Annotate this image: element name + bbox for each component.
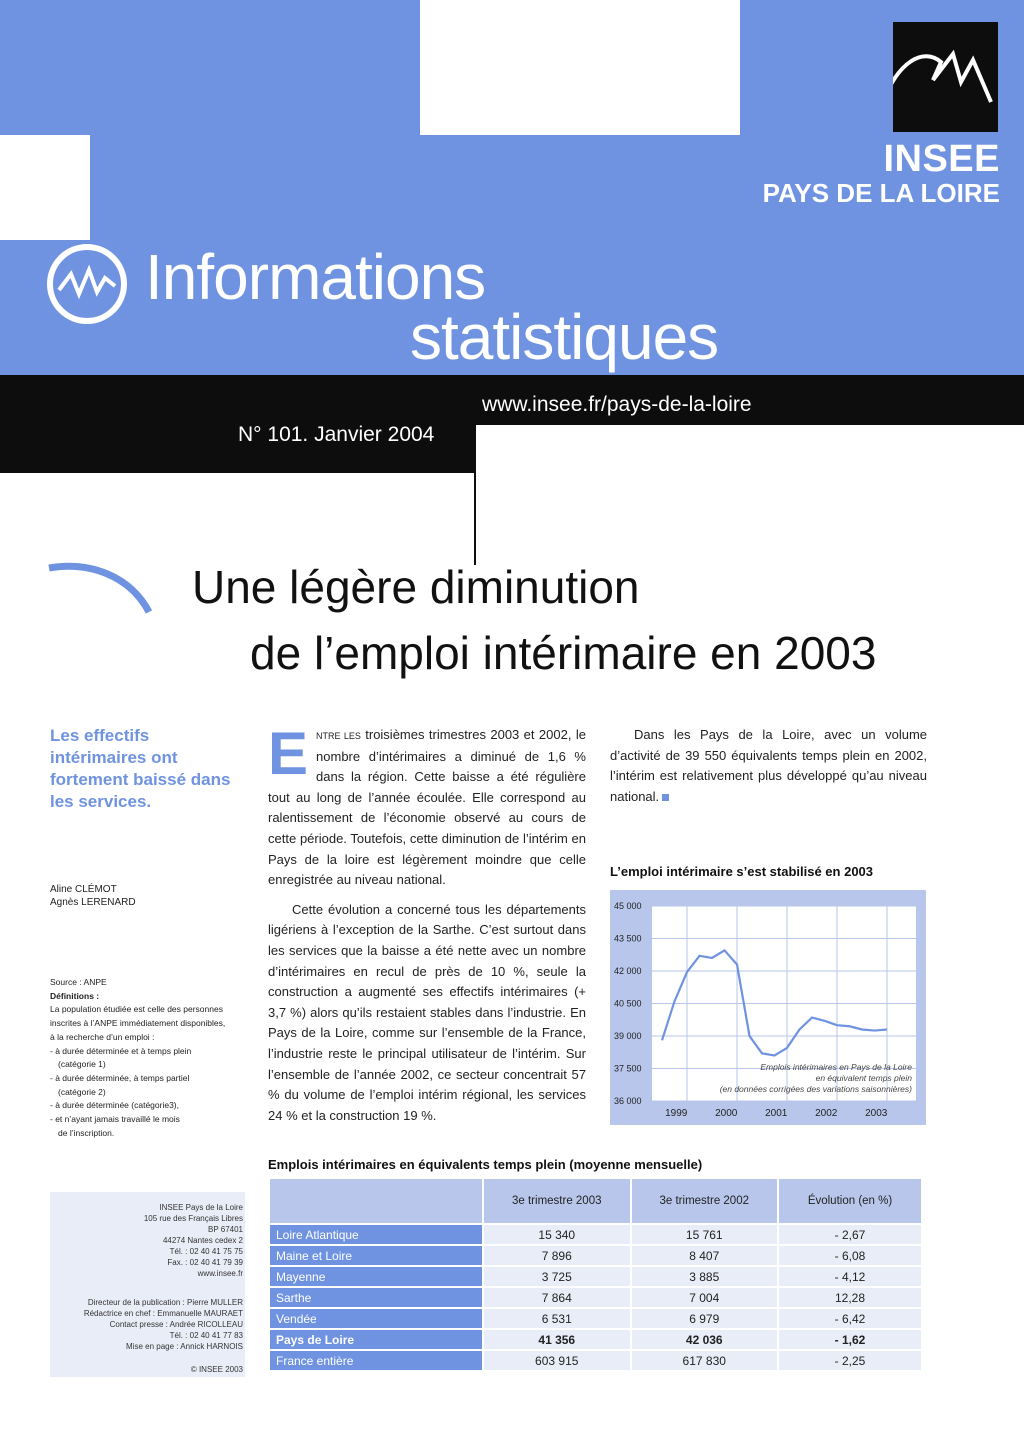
table-row <box>269 1224 922 1245</box>
cell-evolution: - 6,08 <box>778 1245 922 1266</box>
publication-title-line2: statistiques <box>410 301 719 373</box>
brand-region: PAYS DE LA LOIRE <box>762 178 1000 208</box>
cell-2002: 617 830 <box>631 1350 779 1371</box>
definition-line: La population étudiée est celle des personnes <box>50 1004 223 1015</box>
x-tick-label: 2001 <box>765 1108 788 1119</box>
arc-icon <box>45 556 160 626</box>
article-paragraph: Cette évolution a concerné tous les départements ligériens à l’exception de la Sarthe. C’est surtout dans les services que la baisse a été nette avec un nombre d’intérimaires en recul de près de 10 %, seule la construction a augmenté ses effectifs intérimaires (+ 3,7 %) alors qu’ils restaient stables dans l’industrie. En Pays de la Loire, comme sur l’ensemble de la France, l’industrie reste le principal utilisateur de l’intérim. Sur l’ensemble de l’année 2002, ce secteur concentrait 57 % du volume de l’emploi intérim régional, les services 24 % et la construction 19 %. <box>268 901 586 1123</box>
article-paragraph: Dans les Pays de la Loire, avec un volume d’activité de 39 550 équivalents temps plein en 2002, l’intérim est relativement plus développé qu’au niveau national. <box>610 727 927 804</box>
cell-evolution: - 2,25 <box>778 1350 922 1371</box>
headline-line2: de l’emploi intérimaire en 2003 <box>250 627 877 679</box>
cell-2003: 7 864 <box>483 1287 631 1308</box>
y-tick-label: 39 000 <box>614 1031 642 1041</box>
table-header: 3e trimestre 2002 <box>631 1178 779 1224</box>
row-name: Vendée <box>269 1308 483 1329</box>
cell-evolution: - 2,67 <box>778 1224 922 1245</box>
pulse-circle-icon <box>45 242 129 326</box>
x-tick-label: 1999 <box>665 1108 688 1119</box>
article-column-1 <box>268 720 586 1126</box>
cell-evolution: - 1,62 <box>778 1329 922 1350</box>
x-tick-label: 2002 <box>815 1108 838 1119</box>
definition-line: - et n’ayant jamais travaillé le mois <box>50 1114 180 1125</box>
issue-number: N° 101. Janvier 2004 <box>238 423 435 446</box>
table-row-total <box>269 1329 922 1350</box>
article-paragraph <box>268 720 586 891</box>
header-divider <box>474 425 476 565</box>
y-tick-label: 37 500 <box>614 1063 642 1074</box>
copyright: © INSEE 2003 <box>190 1365 243 1374</box>
definition-line: à la recherche d’un emploi : <box>50 1031 155 1042</box>
brand-name: INSEE <box>883 138 1000 180</box>
decorative-arc <box>45 556 160 626</box>
definitions-title: Définitions : <box>50 990 100 1001</box>
definition-line: (catégorie 2) <box>58 1086 106 1097</box>
cell-2002: 7 004 <box>631 1287 779 1308</box>
y-tick-label: 40 500 <box>614 998 642 1009</box>
credits-line: Contact presse : Andrée RICOLLEAU <box>109 1320 243 1329</box>
credits-line: Tél. : 02 40 41 77 83 <box>169 1331 243 1340</box>
cell-2002: 6 979 <box>631 1308 779 1329</box>
definition-line: de l’inscription. <box>58 1127 115 1138</box>
insee-logo-icon <box>893 22 998 132</box>
y-tick-label: 45 000 <box>614 901 642 911</box>
cell-2003: 41 356 <box>483 1329 631 1350</box>
article-column-2 <box>610 725 927 807</box>
definition-line: (catégorie 1) <box>58 1059 106 1070</box>
credits-line: Rédactrice en chef : Emmanuelle MAURAET <box>83 1309 243 1318</box>
definition-line: - à durée déterminée, à temps partiel <box>50 1072 190 1083</box>
y-tick-label: 42 000 <box>614 966 642 976</box>
row-name: France entière <box>269 1350 483 1371</box>
table-header: Évolution (en %) <box>778 1178 922 1224</box>
contact-box <box>50 1192 245 1377</box>
drop-cap: E <box>268 720 309 787</box>
cell-evolution: - 6,42 <box>778 1308 922 1329</box>
table-row <box>269 1266 922 1287</box>
contact-line: 105 rue des Français Libres <box>143 1214 243 1223</box>
source: Source : ANPE <box>50 977 107 987</box>
row-name: Loire Atlantique <box>269 1224 483 1245</box>
header-step <box>0 135 90 240</box>
table-row <box>269 1287 922 1308</box>
annotation-line: Emplois intérimaires en Pays de la Loire <box>760 1062 912 1072</box>
lead-smallcaps: NTRE LES <box>316 731 361 741</box>
cell-2003: 6 531 <box>483 1308 631 1329</box>
contact-info <box>84 1202 243 1375</box>
cell-2003: 603 915 <box>483 1350 631 1371</box>
author: Agnès LERENARD <box>50 897 136 908</box>
table-title: Emplois intérimaires en équivalents temps plein (moyenne mensuelle) <box>268 1157 703 1172</box>
contact-line: INSEE Pays de la Loire <box>159 1203 243 1212</box>
table-header: 3e trimestre 2003 <box>483 1178 631 1224</box>
row-name: Sarthe <box>269 1287 483 1308</box>
header-band-top <box>0 0 420 135</box>
cell-2002: 15 761 <box>631 1224 779 1245</box>
table-header-row <box>269 1178 922 1224</box>
cell-evolution: - 4,12 <box>778 1266 922 1287</box>
annotation-line: (en données corrigées des variations saisonnières) <box>719 1084 912 1094</box>
table-row <box>269 1245 922 1266</box>
header-gap <box>420 0 740 135</box>
paragraph-text: troisièmes trimestres 2003 et 2002, le nombre d’intérimaires a diminué de 1,6 % dans la région. Cette baisse a été régulière tout au long de l’année écoulée. Elle correspond au ralentissement de l’économie observé au cours de cette période. Toutefois, cette diminution de l’intérim en Pays de la loire est légèrement moindre que celle enregistrée au niveau national. <box>268 727 586 888</box>
cell-2003: 3 725 <box>483 1266 631 1287</box>
line-chart <box>610 890 926 1125</box>
contact-line[interactable]: www.insee.fr <box>197 1269 243 1278</box>
website-url[interactable]: www.insee.fr/pays-de-la-loire <box>482 393 752 416</box>
insee-logo <box>893 22 998 132</box>
row-name: Maine et Loire <box>269 1245 483 1266</box>
contact-line: BP 67401 <box>208 1225 243 1234</box>
end-mark-icon <box>662 794 669 801</box>
row-name: Mayenne <box>269 1266 483 1287</box>
x-tick-label: 2000 <box>715 1108 738 1119</box>
cell-2002: 42 036 <box>631 1329 779 1350</box>
definition-line: inscrites à l’ANPE immédiatement disponibles, <box>50 1018 226 1029</box>
author: Aline CLÉMOT <box>50 884 117 895</box>
contact-line: Tél. : 02 40 41 75 75 <box>169 1247 243 1256</box>
stats-table <box>268 1177 923 1372</box>
definition-line: - à durée déterminée et à temps plein <box>50 1045 192 1056</box>
table-row <box>269 1308 922 1329</box>
y-tick-label: 43 500 <box>614 933 642 944</box>
row-name: Pays de Loire <box>269 1329 483 1350</box>
contact-line: 44274 Nantes cedex 2 <box>162 1236 243 1245</box>
authors <box>50 883 136 909</box>
cell-2003: 7 896 <box>483 1245 631 1266</box>
lede: Les effectifs intérimaires ont fortement baissé dans les services. <box>50 726 231 811</box>
x-tick-label: 2003 <box>865 1108 888 1119</box>
definition-line: - à durée déterminée (catégorie3), <box>50 1100 179 1111</box>
credits-line: Mise en page : Annick HARNOIS <box>126 1342 243 1351</box>
chart-title: L’emploi intérimaire s’est stabilisé en 2003 <box>610 864 874 879</box>
headline-line1: Une légère diminution <box>192 561 640 613</box>
publication-logo <box>45 242 129 326</box>
table-row <box>269 1350 922 1371</box>
y-tick-label: 36 000 <box>614 1096 642 1106</box>
cell-2002: 8 407 <box>631 1245 779 1266</box>
sources-definitions <box>50 976 250 1140</box>
annotation-line: en équivalent temps plein <box>815 1073 912 1083</box>
credits-line: Directeur de la publication : Pierre MULLER <box>87 1298 243 1307</box>
table-header <box>269 1178 483 1224</box>
cell-2003: 15 340 <box>483 1224 631 1245</box>
cell-evolution: 12,28 <box>778 1287 922 1308</box>
publication-title-line1: Informations <box>145 241 486 313</box>
cell-2002: 3 885 <box>631 1266 779 1287</box>
contact-line: Fax. : 02 40 41 79 39 <box>167 1258 243 1267</box>
